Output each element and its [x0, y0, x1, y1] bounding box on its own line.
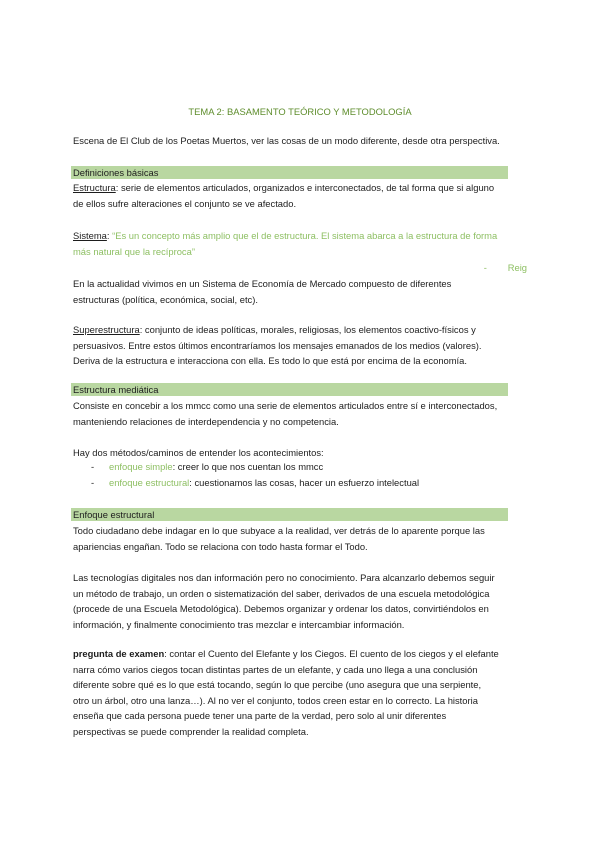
exam-line-1: : contar el Cuento del Elefante y los Ciegos. El cuento de los ciegos y el elefante — [164, 648, 499, 659]
mediatica-line-2: manteniendo relaciones de interdependencia y no competencia. — [73, 415, 339, 427]
bullet-dash: - — [91, 461, 95, 472]
section-heading-enfoque: Enfoque estructural — [71, 508, 508, 521]
superestructura-line-1: : conjunto de ideas políticas, morales, religiosas, los elementos coactivo-físicos y — [139, 324, 476, 335]
enfoque-estructural-term: enfoque estructural — [109, 477, 190, 488]
enfoque-p1-line-2: apariencias engañan. Todo se relaciona con todo hasta formar el Todo. — [73, 540, 368, 552]
superestructura-definition — [73, 322, 529, 369]
actualidad-paragraph — [73, 276, 529, 307]
exam-line-3: diferente sobre qué es lo que está tocando, según lo que percibe (uno asegura que una serpiente, — [73, 679, 482, 690]
actualidad-line-2: estructuras (política, económica, social, etc). — [73, 293, 258, 305]
exam-line-5: enseña que cada persona puede tener una parte de la verdad, pero solo al unir diferentes — [73, 710, 447, 721]
quote-author: - Reig — [483, 262, 527, 273]
estructura-text-cont: de ellos sufre alteraciones el conjunto se ve afectado. — [73, 197, 297, 209]
intro-paragraph: Escena de El Club de los Poetas Muertos, ver las cosas de un modo diferente, desde otra perspectiva. — [73, 135, 500, 146]
sistema-quote: “Es un concepto más amplio que el de estructura. El sistema abarca a la estructura de forma — [112, 230, 498, 241]
enfoque-p2-line-2: un método de trabajo, un orden o sistematización del saber, derivados de una escuela metodológica — [73, 587, 490, 599]
exam-label: pregunta de examen — [73, 648, 165, 659]
enfoque-p2-line-3: (procede de una Escuela Metodológica). Debemos organizar y ordenar los datos, convirtiéndolos en — [73, 603, 489, 614]
enfoque-p1-line-1: Todo ciudadano debe indagar en lo que subyace a la realidad, ver detrás de lo aparente porque las — [73, 525, 485, 536]
estructura-text: : serie de elementos articulados, organizados e interconectados, de tal forma que si alguno — [115, 182, 495, 193]
enfoque-p2-line-4: información, y finalmente conocimiento tras mezclar e intercambiar información. — [73, 618, 405, 630]
metodos-intro: Hay dos métodos/caminos de entender los acontecimientos: — [73, 447, 324, 458]
bullet-text — [109, 461, 323, 472]
exam-line-6: perspectivas se puede comprender la realidad completa. — [73, 725, 309, 737]
sistema-quote-cont: más natural que la recíproca” — [73, 245, 195, 257]
enfoque-paragraph-1 — [73, 523, 529, 554]
bullet-text — [109, 477, 419, 488]
superestructura-line-2: persuasivos. Entre estos últimos encontraríamos los mensajes emanados de los medios (valores). — [73, 339, 482, 351]
enfoque-paragraph-2 — [73, 570, 529, 632]
enfoque-simple-term: enfoque simple — [109, 461, 173, 472]
estructura-definition — [73, 180, 529, 211]
actualidad-line-1: En la actualidad vivimos en un Sistema de Economía de Mercado compuesto de diferentes — [73, 278, 452, 289]
exam-line-2: narra cómo varios ciegos tocan distintas partes de un elefante, y cada uno llega a una conclusión — [73, 663, 478, 675]
superestructura-line-3: Deriva de la estructura e interacciona con ella. Es todo lo que está por encima de la economía. — [73, 355, 467, 366]
superestructura-term: Superestructura — [73, 324, 140, 335]
estructura-term: Estructura — [73, 182, 116, 193]
exam-question-paragraph — [73, 646, 529, 739]
document-title: TEMA 2: BASAMENTO TEÓRICO Y METODOLOGÍA — [188, 106, 412, 117]
section-heading-definiciones: Definiciones básicas — [71, 166, 508, 179]
sistema-colon: : — [106, 230, 113, 241]
mediatica-line-1: Consiste en concebir a los mmcc como una serie de elementos articulados entre sí e interconectados, — [73, 400, 498, 411]
exam-line-4: otro un árbol, otro una lanza…). Al no ver el conjunto, todos creen estar en lo correcto. La historia — [73, 694, 478, 706]
enfoque-estructural-text: : cuestionamos las cosas, hacer un esfuerzo intelectual — [189, 477, 420, 488]
section-heading-mediatica: Estructura mediática — [71, 383, 508, 396]
enfoque-p2-line-1: Las tecnologías digitales nos dan información pero no conocimiento. Para alcanzarlo debemos seguir — [73, 572, 495, 583]
sistema-term: Sistema — [73, 230, 107, 241]
bullet-dash: - — [91, 477, 95, 488]
enfoque-simple-text: : creer lo que nos cuentan los mmcc — [172, 461, 324, 472]
mediatica-paragraph — [73, 398, 529, 429]
sistema-definition — [73, 228, 529, 259]
